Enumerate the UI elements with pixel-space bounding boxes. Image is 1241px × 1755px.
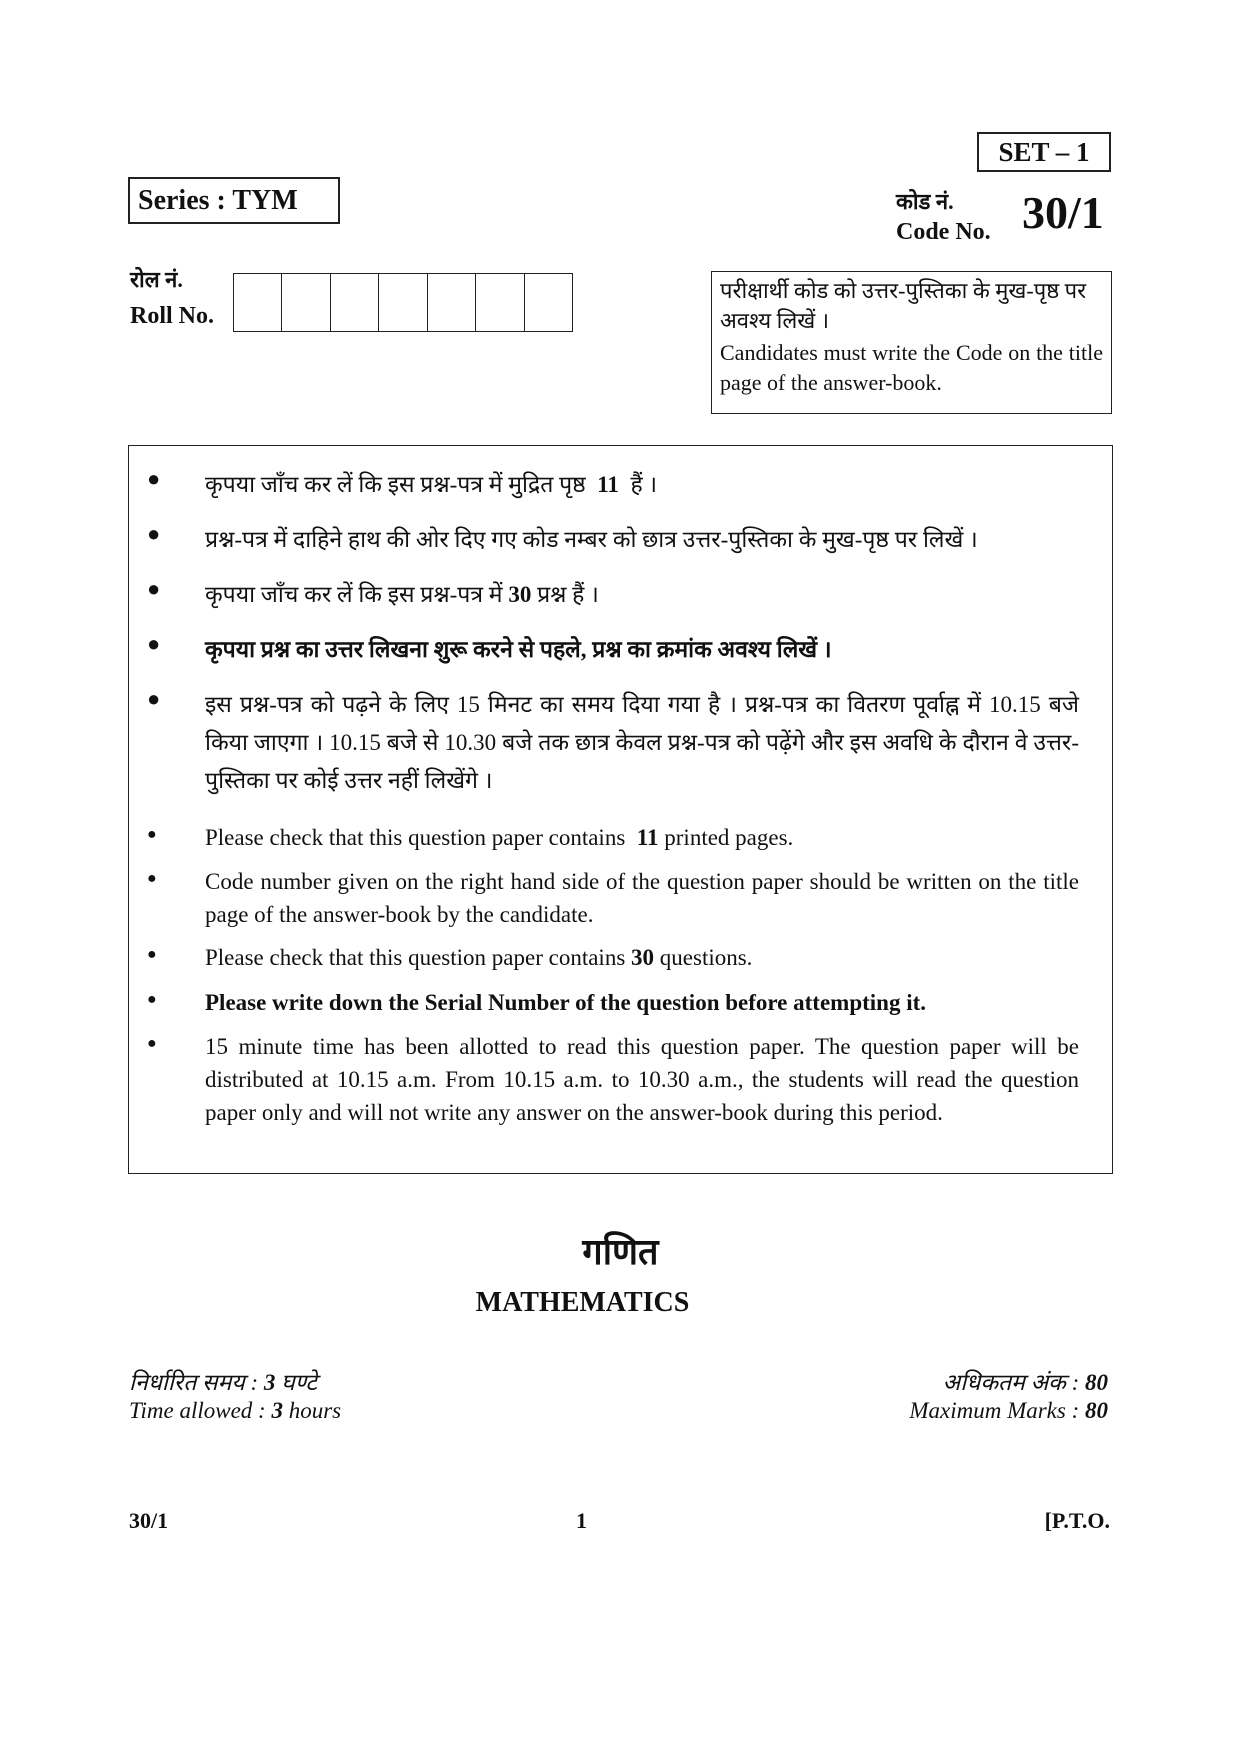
subject-title-english: MATHEMATICS: [475, 1287, 690, 1318]
candidate-code-note: [711, 271, 1112, 414]
bullet-icon: ●: [147, 826, 157, 843]
instruction-text: कृपया जाँच कर लें कि इस प्रश्न-पत्र में मुद्रित पृष्ठ: [205, 472, 586, 497]
series-label: Series : TYM: [128, 177, 340, 224]
instruction-text: 15 minute time has been allotted to read this question paper. The question paper will be distributed at 10.15 a.m. From 10.15 a.m. to 10.30 a.m., the students will read the question paper only and will not write any answer on the answer-book during this period.: [205, 1034, 1079, 1125]
roll-box[interactable]: [427, 274, 475, 331]
bullet-icon: ●: [147, 521, 161, 546]
roll-box[interactable]: [524, 274, 573, 331]
page-count: 11: [597, 472, 619, 497]
instructions-box: [128, 445, 1113, 1174]
candidate-note-hindi: परीक्षार्थी कोड को उत्तर-पुस्तिका के मुख-पृष्ठ पर अवश्य लिखें ।: [720, 278, 1087, 333]
instruction-text: Code number given on the right hand side of the question paper should be written on the title page of the answer-book by the candidate.: [205, 869, 1079, 927]
subject-title-hindi: गणित: [582, 1232, 659, 1272]
page-number: 1: [576, 1508, 587, 1533]
roll-box[interactable]: [378, 274, 426, 331]
bullet-icon: ●: [147, 576, 161, 601]
bullet-icon: ●: [147, 991, 157, 1008]
bullet-icon: ●: [147, 870, 157, 887]
code-label-english: Code No.: [896, 219, 991, 245]
instruction-text: प्रश्न हैं ।: [537, 582, 599, 607]
time-allowed-english: Time allowed : 3 hours: [129, 1398, 342, 1423]
roll-label-hindi: रोल नं.: [130, 267, 183, 292]
roll-box[interactable]: [281, 274, 329, 331]
instruction-text: हैं ।: [630, 472, 658, 497]
roll-box[interactable]: [233, 274, 281, 331]
roll-label-english: Roll No.: [130, 303, 214, 329]
bullet-icon: ●: [147, 466, 161, 491]
max-marks-english: Maximum Marks : 80: [909, 1398, 1108, 1423]
time-allowed-hindi: निर्धारित समय : 3 घण्टे: [129, 1370, 317, 1395]
instruction-text: questions.: [659, 945, 753, 970]
code-label-hindi: कोड नं.: [896, 189, 954, 214]
instruction-text: कृपया जाँच कर लें कि इस प्रश्न-पत्र में: [205, 582, 503, 607]
instruction-text: Please write down the Serial Number of the question before attempting it.: [205, 990, 927, 1015]
pto-label: [P.T.O.: [1044, 1508, 1110, 1533]
question-count: 30: [508, 582, 532, 607]
bullet-icon: ●: [147, 686, 161, 711]
bullet-icon: ●: [147, 946, 157, 963]
max-marks-hindi: अधिकतम अंक : 80: [942, 1370, 1108, 1395]
page-count: 11: [636, 825, 659, 850]
code-number: 30/1: [1022, 187, 1104, 238]
instruction-text: इस प्रश्न-पत्र को पढ़ने के लिए 15 मिनट का समय दिया गया है । प्रश्न-पत्र का वितरण पूर्वाह्न में 10.15 बजे किया जाएगा । 10.15 बजे से 10.30 बजे तक छात्र केवल प्रश्न-पत्र को पढ़ेंगे और इस अवधि के दौरान वे उत्तर-पुस्तिका पर कोई उत्तर नहीं लिखेंगे ।: [205, 692, 1079, 793]
candidate-note-english: Candidates must write the Code on the title page of the answer-book.: [720, 340, 1103, 395]
question-count: 30: [631, 945, 655, 970]
set-label: SET – 1: [977, 132, 1111, 172]
roll-box[interactable]: [475, 274, 523, 331]
footer-code: 30/1: [129, 1508, 169, 1533]
bullet-icon: ●: [147, 631, 161, 656]
instruction-text: Please check that this question paper contains: [205, 825, 626, 850]
instruction-text: कृपया प्रश्न का उत्तर लिखना शुरू करने से पहले, प्रश्न का क्रमांक अवश्य लिखें ।: [205, 637, 832, 662]
roll-number-boxes[interactable]: [233, 273, 573, 332]
instruction-text: Please check that this question paper contains: [205, 945, 626, 970]
bullet-icon: ●: [147, 1035, 157, 1052]
roll-box[interactable]: [330, 274, 378, 331]
instruction-text: प्रश्न-पत्र में दाहिने हाथ की ओर दिए गए कोड नम्बर को छात्र उत्तर-पुस्तिका के मुख-पृष्ठ पर लिखें ।: [205, 527, 978, 552]
instruction-text: printed pages.: [664, 825, 794, 850]
